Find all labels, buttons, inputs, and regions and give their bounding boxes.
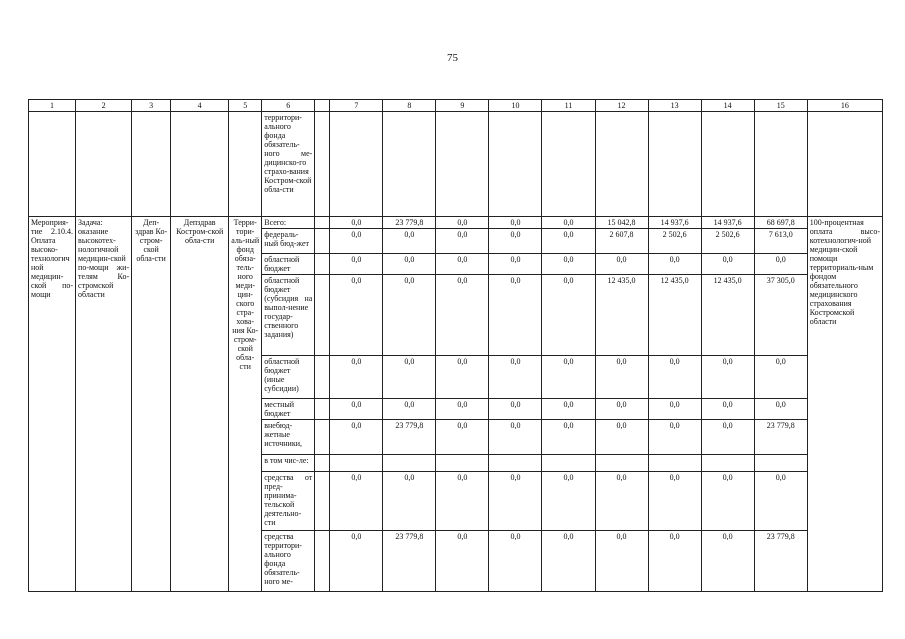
empty-cell: [229, 112, 262, 217]
value-cell: 0,0: [595, 531, 648, 592]
header-cell: 4: [171, 100, 229, 112]
value-cell: 0,0: [701, 420, 754, 455]
value-cell: [754, 455, 807, 472]
funding-source: внебюд-жетные источники,: [262, 420, 315, 455]
header-cell: 2: [76, 100, 132, 112]
header-cell: 12: [595, 100, 648, 112]
value-cell: 2 502,6: [648, 229, 701, 254]
header-cell: 10: [489, 100, 542, 112]
value-cell: 0,0: [383, 472, 436, 531]
value-cell: 0,0: [754, 399, 807, 420]
header-cell: 15: [754, 100, 807, 112]
value-cell: [595, 455, 648, 472]
value-cell: 0,0: [542, 531, 595, 592]
value-cell: 0,0: [542, 217, 595, 229]
funding-source: средства от пред-принима-тельской деятельно-сти: [262, 472, 315, 531]
value-cell: 0,0: [754, 356, 807, 399]
task-description: Задача: оказание высокотех-нологичной медицин-ской по-мощи жи-телям Ко-стромской области: [76, 217, 132, 592]
value-cell: 0,0: [489, 472, 542, 531]
value-cell: 0,0: [754, 254, 807, 275]
empty-cell: [171, 112, 229, 217]
empty-cell: [436, 112, 489, 217]
value-cell: 0,0: [436, 275, 489, 356]
empty-cell: [648, 112, 701, 217]
value-cell: 0,0: [542, 399, 595, 420]
empty-cell: [29, 112, 76, 217]
value-cell: [330, 455, 383, 472]
value-cell: 2 607,8: [595, 229, 648, 254]
value-cell: 23 779,8: [383, 217, 436, 229]
value-cell: 0,0: [542, 356, 595, 399]
value-cell: 0,0: [701, 399, 754, 420]
value-cell: 0,0: [330, 229, 383, 254]
value-cell: 0,0: [436, 420, 489, 455]
value-cell: 0,0: [542, 275, 595, 356]
value-cell: 0,0: [436, 217, 489, 229]
value-cell: 0,0: [489, 217, 542, 229]
spacer-cell: [315, 217, 330, 229]
measure-name: Мероприя-тие 2.10.4. Оплата высоко-технологичной медицин-ской по-мощи: [29, 217, 76, 592]
value-cell: 0,0: [542, 229, 595, 254]
spacer-cell: [315, 420, 330, 455]
value-cell: [436, 455, 489, 472]
value-cell: 0,0: [542, 420, 595, 455]
value-cell: 0,0: [648, 531, 701, 592]
value-cell: 0,0: [701, 472, 754, 531]
value-cell: 0,0: [754, 472, 807, 531]
value-cell: 2 502,6: [701, 229, 754, 254]
value-cell: [648, 455, 701, 472]
empty-cell: [76, 112, 132, 217]
empty-cell: [754, 112, 807, 217]
header-cell: 7: [330, 100, 383, 112]
value-cell: 23 779,8: [754, 420, 807, 455]
empty-cell: [132, 112, 171, 217]
value-cell: 0,0: [648, 399, 701, 420]
funding-source: областной бюджет (субсидия на выпол-нение государ-ственного задания): [262, 275, 315, 356]
header-cell: 9: [436, 100, 489, 112]
header-cell: 1: [29, 100, 76, 112]
empty-cell: [315, 112, 330, 217]
value-cell: 0,0: [383, 229, 436, 254]
value-cell: [383, 455, 436, 472]
value-cell: 12 435,0: [595, 275, 648, 356]
value-cell: 0,0: [436, 254, 489, 275]
value-cell: 23 779,8: [754, 531, 807, 592]
value-cell: 0,0: [648, 356, 701, 399]
header-cell: 6: [262, 100, 315, 112]
value-cell: 14 937,6: [648, 217, 701, 229]
value-cell: 12 435,0: [648, 275, 701, 356]
funding-source: территори-ального фонда обязатель-ного ме-дицинско-го страхо-вания Костром-ской обла-сти: [262, 112, 315, 217]
value-cell: 15 042,8: [595, 217, 648, 229]
header-cell: 5: [229, 100, 262, 112]
empty-cell: [807, 112, 882, 217]
value-cell: 0,0: [330, 420, 383, 455]
value-cell: 23 779,8: [383, 420, 436, 455]
value-cell: 0,0: [436, 531, 489, 592]
spacer-cell: [315, 472, 330, 531]
value-cell: 7 613,0: [754, 229, 807, 254]
expected-result: 100-процентная оплата высо-котехнологич-ной медицин-ской помощи территориаль-ным фондом обязательного медицинского страхования Костромской области: [807, 217, 882, 592]
spacer-cell: [315, 399, 330, 420]
spacer-cell: [315, 254, 330, 275]
value-cell: 0,0: [595, 472, 648, 531]
empty-cell: [383, 112, 436, 217]
empty-cell: [330, 112, 383, 217]
value-cell: 0,0: [436, 356, 489, 399]
spacer-cell: [315, 356, 330, 399]
value-cell: 0,0: [383, 254, 436, 275]
value-cell: 0,0: [595, 420, 648, 455]
table-row: [29, 217, 883, 229]
value-cell: 0,0: [701, 254, 754, 275]
value-cell: 0,0: [489, 229, 542, 254]
value-cell: 0,0: [330, 399, 383, 420]
value-cell: 0,0: [489, 399, 542, 420]
value-cell: 37 305,0: [754, 275, 807, 356]
spacer-cell: [315, 455, 330, 472]
page-number: 75: [447, 52, 458, 64]
value-cell: 0,0: [489, 356, 542, 399]
value-cell: [489, 455, 542, 472]
continuation-row: [29, 112, 883, 217]
value-cell: 0,0: [489, 420, 542, 455]
funding-source: средства территори-ального фонда обязатель-ного ме-: [262, 531, 315, 592]
header-cell: [315, 100, 330, 112]
header-cell: 8: [383, 100, 436, 112]
value-cell: 0,0: [383, 356, 436, 399]
value-cell: 0,0: [489, 275, 542, 356]
value-cell: 0,0: [542, 254, 595, 275]
value-cell: 0,0: [330, 217, 383, 229]
value-cell: 68 697,8: [754, 217, 807, 229]
value-cell: 0,0: [595, 356, 648, 399]
value-cell: 0,0: [648, 254, 701, 275]
value-cell: 0,0: [542, 472, 595, 531]
header-cell: 11: [542, 100, 595, 112]
value-cell: 12 435,0: [701, 275, 754, 356]
funding-source: областной бюджет: [262, 254, 315, 275]
header-cell: 13: [648, 100, 701, 112]
value-cell: [542, 455, 595, 472]
value-cell: 0,0: [330, 472, 383, 531]
value-cell: 0,0: [489, 254, 542, 275]
funding-source: областной бюджет (иные субсидии): [262, 356, 315, 399]
value-cell: 0,0: [330, 356, 383, 399]
funding-source: федераль-ный бюд-жет: [262, 229, 315, 254]
responsible-executor: Деп-здрав Ко-стром-ской обла-сти: [132, 217, 171, 592]
value-cell: 0,0: [383, 399, 436, 420]
value-cell: 0,0: [701, 531, 754, 592]
value-cell: 0,0: [595, 399, 648, 420]
value-cell: 0,0: [436, 399, 489, 420]
value-cell: 0,0: [330, 275, 383, 356]
value-cell: 0,0: [648, 420, 701, 455]
spacer-cell: [315, 275, 330, 356]
header-cell: 3: [132, 100, 171, 112]
value-cell: [701, 455, 754, 472]
spacer-cell: [315, 531, 330, 592]
empty-cell: [542, 112, 595, 217]
value-cell: 0,0: [701, 356, 754, 399]
value-cell: 14 937,6: [701, 217, 754, 229]
header-cell: 14: [701, 100, 754, 112]
budget-table: [28, 99, 883, 592]
co-executor: Депздрав Костром-ской обла-сти: [171, 217, 229, 592]
value-cell: 0,0: [648, 472, 701, 531]
value-cell: 0,0: [436, 472, 489, 531]
empty-cell: [595, 112, 648, 217]
funding-source: в том чис-ле:: [262, 455, 315, 472]
value-cell: 0,0: [383, 275, 436, 356]
value-cell: 0,0: [595, 254, 648, 275]
header-cell: 16: [807, 100, 882, 112]
funding-source: Всего:: [262, 217, 315, 229]
value-cell: 23 779,8: [383, 531, 436, 592]
spacer-cell: [315, 229, 330, 254]
empty-cell: [489, 112, 542, 217]
participant: Терри-тори-аль-ный фонд обяза-тель-ного меди-цин-ского стра-хова-ния Ко-стром-ской обла-сти: [229, 217, 262, 592]
value-cell: 0,0: [436, 229, 489, 254]
header-row: [29, 100, 883, 112]
value-cell: 0,0: [330, 531, 383, 592]
funding-source: местный бюджет: [262, 399, 315, 420]
value-cell: 0,0: [330, 254, 383, 275]
empty-cell: [701, 112, 754, 217]
value-cell: 0,0: [489, 531, 542, 592]
